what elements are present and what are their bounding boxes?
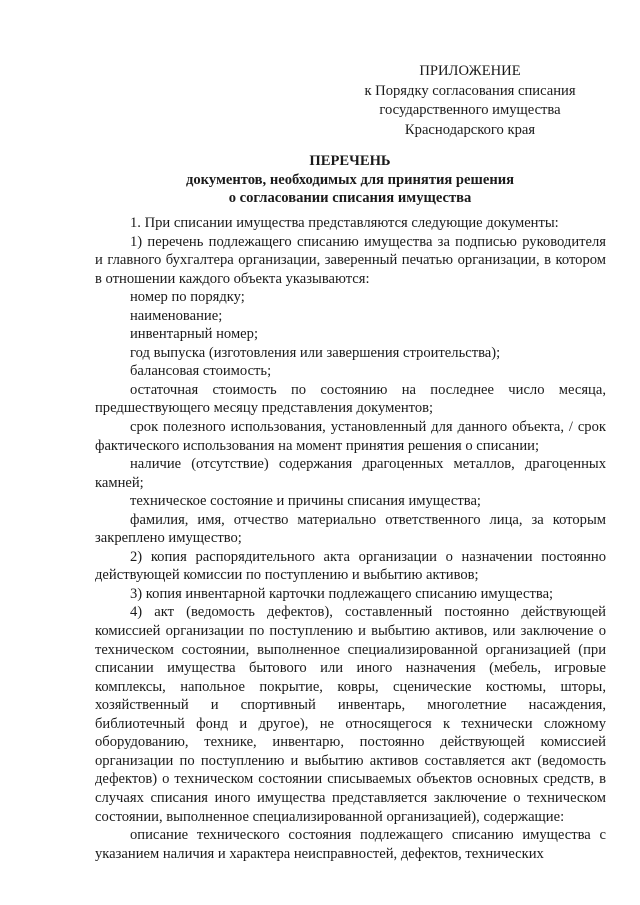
title-line: документов, необходимых для принятия решения [185,171,515,188]
paragraph: наличие (отсутствие) содержания драгоценных металлов, драгоценных камней; [95,456,606,491]
paragraph: остаточная стоимость по состоянию на последнее число месяца, предшествующего месяцу представления документов; [95,381,606,417]
appendix-header [352,62,588,140]
paragraph: год выпуска (изготовления или завершения строительства); [130,344,501,361]
document-body [95,214,606,863]
appendix-label: ПРИЛОЖЕНИЕ [419,63,521,79]
document-title [100,152,600,208]
paragraph: инвентарный номер; [130,326,259,343]
paragraph: 2) копия распорядительного акта организации о назначении постоянно действующей комиссии по поступлению и выбытию активов; [95,548,606,584]
paragraph: фамилия, имя, отчество материально ответственного лица, за которым закреплено имущество; [95,511,606,547]
appendix-line: к Порядку согласования списания [364,82,576,99]
paragraph: 1. При списании имущества представляются следующие документы: [130,215,559,231]
appendix-line: государственного имущества [379,102,561,118]
paragraph: срок полезного использования, установленный для данного объекта, / срок фактического использования на момент принятия решения о списании; [95,419,606,454]
paragraph: балансовая стоимость; [130,363,272,380]
paragraph: номер по порядку; [130,289,245,306]
appendix-line: Краснодарского края [404,121,536,138]
title-line: о согласовании списания имущества [228,190,472,206]
paragraph: 1) перечень подлежащего списанию имущества за подписью руководителя и главного бухгалтера организации, заверенный печатью организации, в котором в отношении каждого объекта указываются: [95,233,606,287]
paragraph: 4) акт (ведомость дефектов), составленный постоянно действующей комиссией организации по поступлению и выбытию активов, или заключение о техническом состоянии, выполненное специализированной организацией (при списании имущества бытового или иного назначения (мебель, игровые комплексы, напольное покрытие, ковры, сценические костюмы, шторы, хозяйственный и спортивный инвентарь, многолетние насаждения, библиотечный фонд и другое), не относящегося к технически сложному оборудованию, технике, инвентарю, постоянно действующей комиссией организации по поступлению и выбытию активов составляется акт (ведомость дефектов) о техническом состоянии списываемых объектов основных средств, в случаях списания иного имущества представляется заключение о техническом состоянии, выполненное специализированной организацией), содержащие: [95,604,606,825]
paragraph: техническое состояние и причины списания имущества; [130,493,481,510]
title-heading: ПЕРЕЧЕНЬ [309,153,391,169]
paragraph: описание технического состояния подлежащего списанию имущества с указанием наличия и характера неисправностей, дефектов, технических [95,827,606,862]
paragraph: наименование; [130,307,223,324]
paragraph: 3) копия инвентарной карточки подлежащего списанию имущества; [130,585,554,602]
